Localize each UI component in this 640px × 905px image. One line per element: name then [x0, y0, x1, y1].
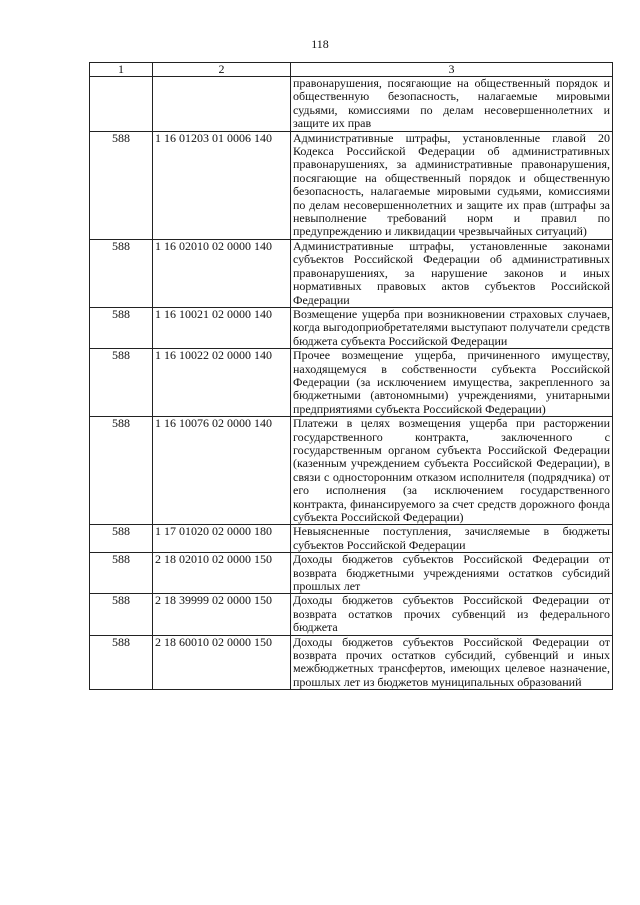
income-code-cell: 2 18 02010 02 0000 150	[153, 553, 291, 594]
description-cell: правонарушения, посягающие на общественный порядок и общественную безопасность, налагаемые мировыми судьями, комиссиями по делам несовершеннолетних и защите их прав	[291, 77, 613, 132]
income-code-cell: 1 16 02010 02 0000 140	[153, 239, 291, 307]
admin-code-cell: 588	[90, 239, 153, 307]
income-code-cell: 2 18 60010 02 0000 150	[153, 635, 291, 690]
description-cell: Доходы бюджетов субъектов Российской Федерации от возврата бюджетными учреждениями остатков субсидий прошлых лет	[291, 553, 613, 594]
admin-code-cell: 588	[90, 417, 153, 525]
description-cell: Платежи в целях возмещения ущерба при расторжении государственного контракта, заключенного с государственным органом субъекта Российской Федерации (казенным учреждением субъекта Российской Федерации), в связи с односторонним отказом исполнителя (подрядчика) от его исполнения (за исключением государственного контракта, финансируемого за счет средств дорожного фонда субъекта Российской Федерации)	[291, 417, 613, 525]
income-code-cell: 1 17 01020 02 0000 180	[153, 525, 291, 553]
table-row	[90, 349, 613, 417]
column-header-1: 1	[90, 63, 153, 77]
header-row	[90, 63, 613, 77]
income-codes-table	[89, 62, 613, 690]
page-number: 118	[311, 37, 329, 51]
table-body	[90, 77, 613, 690]
admin-code-cell: 588	[90, 307, 153, 348]
description-cell: Доходы бюджетов субъектов Российской Федерации от возврата остатков прочих субвенций из федерального бюджета	[291, 594, 613, 635]
description-cell: Возмещение ущерба при возникновении страховых случаев, когда выгодоприобретателями выступают получатели средств бюджета субъекта Российской Федерации	[291, 307, 613, 348]
income-code-cell: 1 16 01203 01 0006 140	[153, 131, 291, 239]
income-code-cell	[153, 77, 291, 132]
table-row	[90, 131, 613, 239]
description-cell: Доходы бюджетов субъектов Российской Федерации от возврата прочих остатков субсидий, субвенций и иных межбюджетных трансфертов, имеющих целевое назначение, прошлых лет из бюджетов муниципальных образований	[291, 635, 613, 690]
income-code-cell: 1 16 10021 02 0000 140	[153, 307, 291, 348]
table-row	[90, 307, 613, 348]
admin-code-cell: 588	[90, 594, 153, 635]
description-cell: Административные штрафы, установленные главой 20 Кодекса Российской Федерации об административных правонарушениях, за административные правонарушения, посягающие на общественный порядок и общественную безопасность, налагаемые мировыми судьями, комиссиями по делам несовершеннолетних и защите их прав (штрафы за невыполнение требований норм и правил по предупреждению и ликвидации чрезвычайных ситуаций)	[291, 131, 613, 239]
table-header	[90, 63, 613, 77]
admin-code-cell: 588	[90, 635, 153, 690]
table-row	[90, 77, 613, 132]
description-cell: Невыясненные поступления, зачисляемые в бюджеты субъектов Российской Федерации	[291, 525, 613, 553]
income-code-cell: 1 16 10022 02 0000 140	[153, 349, 291, 417]
table-row	[90, 239, 613, 307]
income-code-cell: 1 16 10076 02 0000 140	[153, 417, 291, 525]
table-row	[90, 553, 613, 594]
table-row	[90, 594, 613, 635]
admin-code-cell: 588	[90, 553, 153, 594]
admin-code-cell: 588	[90, 349, 153, 417]
admin-code-cell: 588	[90, 525, 153, 553]
description-cell: Административные штрафы, установленные законами субъектов Российской Федерации об административных правонарушениях, за нарушение законов и иных нормативных правовых актов субъектов Российской Федерации	[291, 239, 613, 307]
table-row	[90, 635, 613, 690]
admin-code-cell	[90, 77, 153, 132]
admin-code-cell: 588	[90, 131, 153, 239]
column-header-3: 3	[291, 63, 613, 77]
column-header-2: 2	[153, 63, 291, 77]
description-cell: Прочее возмещение ущерба, причиненного имуществу, находящемуся в собственности субъекта Российской Федерации (за исключением имущества, закрепленного за бюджетными (автономными) учреждениями, унитарными предприятиями субъекта Российской Федерации)	[291, 349, 613, 417]
table-row	[90, 525, 613, 553]
income-code-cell: 2 18 39999 02 0000 150	[153, 594, 291, 635]
table-row	[90, 417, 613, 525]
